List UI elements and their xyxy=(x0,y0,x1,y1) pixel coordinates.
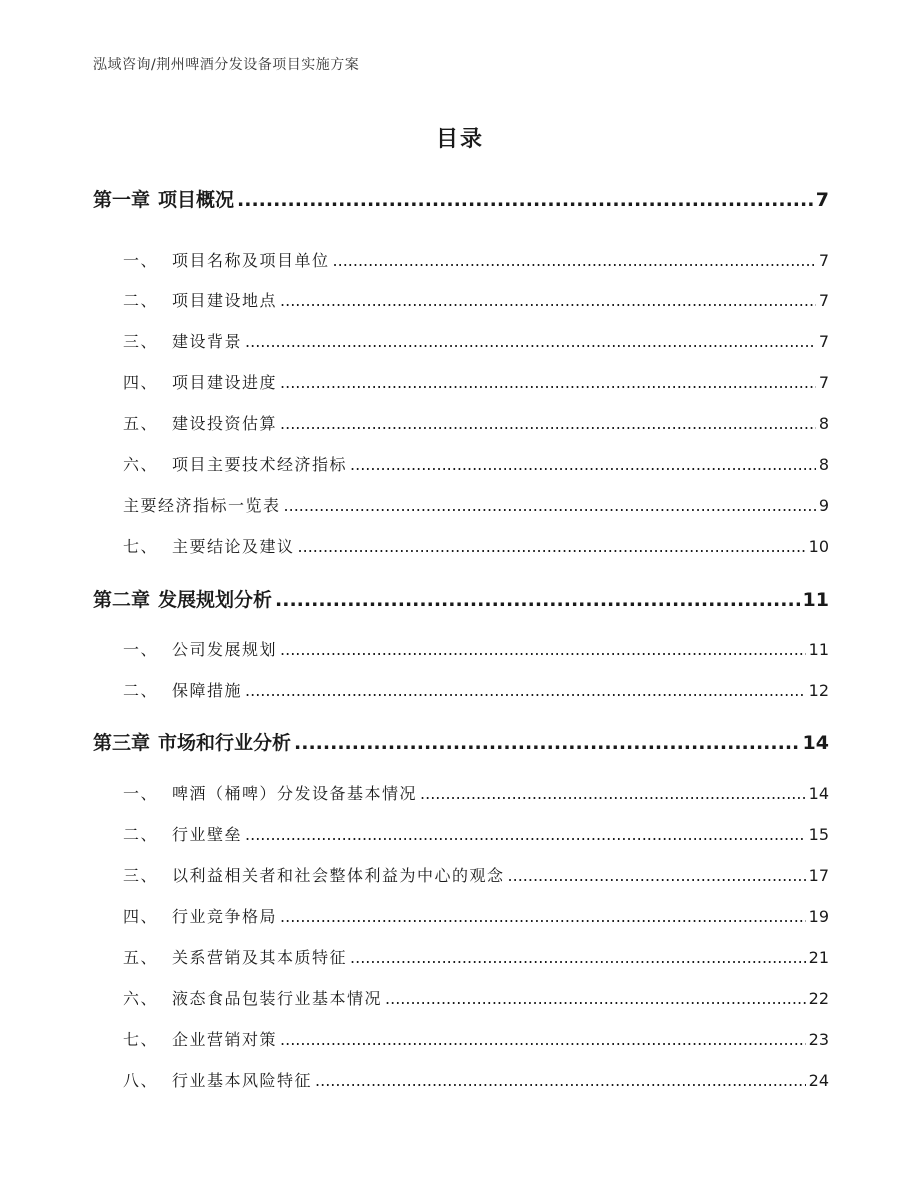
toc-number: 第三章 xyxy=(93,732,151,754)
toc-entry[interactable] xyxy=(123,411,829,434)
toc-number: 四、 xyxy=(123,373,159,392)
toc-page-number: 15 xyxy=(808,825,829,844)
toc-entry-title: 行业基本风险特征 xyxy=(172,1071,313,1090)
toc-entry[interactable] xyxy=(123,248,829,271)
toc-entry-title: 建设背景 xyxy=(172,332,243,351)
toc-number: 二、 xyxy=(123,681,159,700)
dot-leader xyxy=(385,989,806,1008)
toc-chapter-3[interactable] xyxy=(93,728,829,755)
toc-entry-title: 企业营销对策 xyxy=(172,1030,278,1049)
toc-page-number: 24 xyxy=(808,1071,829,1090)
dot-leader xyxy=(333,251,816,270)
toc-entry[interactable] xyxy=(123,678,829,701)
toc-number: 三、 xyxy=(123,332,159,351)
toc-entry[interactable] xyxy=(123,781,829,804)
toc-entry-title: 项目概况 xyxy=(158,189,235,211)
toc-number: 五、 xyxy=(123,948,159,967)
dot-leader xyxy=(315,1071,806,1090)
toc-entry-title: 行业壁垒 xyxy=(172,825,243,844)
toc-number: 一、 xyxy=(123,640,159,659)
dot-leader xyxy=(280,1030,806,1049)
toc-entry-title: 行业竞争格局 xyxy=(172,907,278,926)
toc-page-number: 11 xyxy=(808,640,829,659)
toc-entry[interactable] xyxy=(123,493,829,516)
toc-entry[interactable] xyxy=(123,1027,829,1050)
toc-entry-title: 主要经济指标一览表 xyxy=(123,496,281,515)
toc-entry-title: 公司发展规划 xyxy=(172,640,278,659)
toc-page-number: 7 xyxy=(818,373,829,392)
dot-leader xyxy=(245,681,806,700)
dot-leader xyxy=(508,866,806,885)
dot-leader xyxy=(420,784,806,803)
toc-number: 五、 xyxy=(123,414,159,433)
toc-number: 八、 xyxy=(123,1071,159,1090)
toc-entry[interactable] xyxy=(123,904,829,927)
toc-number: 七、 xyxy=(123,1030,159,1049)
toc-page-number: 7 xyxy=(818,332,829,351)
toc-number: 七、 xyxy=(123,537,159,556)
toc-entry-title: 建设投资估算 xyxy=(172,414,278,433)
toc-number: 第一章 xyxy=(93,189,151,211)
toc-page-number: 23 xyxy=(808,1030,829,1049)
toc-page-number: 11 xyxy=(802,589,829,611)
toc-entry-title: 关系营销及其本质特征 xyxy=(172,948,348,967)
toc-entry-title: 项目建设地点 xyxy=(172,291,278,310)
toc-page-number: 14 xyxy=(802,732,829,754)
dot-leader xyxy=(280,373,816,392)
toc-page-number: 7 xyxy=(815,189,829,211)
toc-chapter-1[interactable] xyxy=(93,185,829,212)
toc-entry-title: 项目建设进度 xyxy=(172,373,278,392)
toc-entry[interactable] xyxy=(123,288,829,311)
toc-entry[interactable] xyxy=(123,1068,829,1091)
toc-page-number: 19 xyxy=(808,907,829,926)
dot-leader xyxy=(284,496,816,515)
toc-entry[interactable] xyxy=(123,329,829,352)
toc-number: 二、 xyxy=(123,291,159,310)
toc-number: 六、 xyxy=(123,455,159,474)
toc-number: 六、 xyxy=(123,989,159,1008)
toc-page-number: 8 xyxy=(818,414,829,433)
toc-entry[interactable] xyxy=(123,863,829,886)
toc-entry-title: 市场和行业分析 xyxy=(158,732,292,754)
toc-entry-title: 项目主要技术经济指标 xyxy=(172,455,348,474)
toc-entry[interactable] xyxy=(123,637,829,660)
toc-page-number: 10 xyxy=(808,537,829,556)
toc-entry-title: 以利益相关者和社会整体利益为中心的观念 xyxy=(172,866,505,885)
toc-entry-title: 液态食品包装行业基本情况 xyxy=(172,989,383,1008)
toc-chapter-2[interactable] xyxy=(93,585,829,612)
dot-leader xyxy=(245,825,806,844)
toc-page-number: 12 xyxy=(808,681,829,700)
dot-leader xyxy=(280,414,816,433)
dot-leader xyxy=(350,948,806,967)
toc-page-number: 21 xyxy=(808,948,829,967)
toc-entry[interactable] xyxy=(123,945,829,968)
toc-entry[interactable] xyxy=(123,370,829,393)
toc-entry[interactable] xyxy=(123,986,829,1009)
toc-page-number: 7 xyxy=(818,291,829,310)
toc-number: 四、 xyxy=(123,907,159,926)
dot-leader xyxy=(280,291,816,310)
toc-title: 目录 xyxy=(435,127,484,152)
toc-page-number: 9 xyxy=(818,496,829,515)
dot-leader xyxy=(294,732,800,754)
toc-entry-title: 啤酒（桶啤）分发设备基本情况 xyxy=(172,784,418,803)
toc-entry-title: 项目名称及项目单位 xyxy=(172,251,330,270)
toc-entry-title: 发展规划分析 xyxy=(158,589,273,611)
dot-leader xyxy=(350,455,816,474)
toc-page-number: 22 xyxy=(808,989,829,1008)
toc-page-number: 7 xyxy=(818,251,829,270)
toc-number: 第二章 xyxy=(93,589,151,611)
toc-number: 一、 xyxy=(123,251,159,270)
toc-page-number: 8 xyxy=(818,455,829,474)
toc-entry[interactable] xyxy=(123,452,829,475)
toc-number: 二、 xyxy=(123,825,159,844)
toc-entry[interactable] xyxy=(123,822,829,845)
toc-number: 三、 xyxy=(123,866,159,885)
dot-leader xyxy=(237,189,813,211)
dot-leader xyxy=(275,589,800,611)
dot-leader xyxy=(298,537,806,556)
dot-leader xyxy=(280,640,806,659)
dot-leader xyxy=(245,332,816,351)
toc-number: 一、 xyxy=(123,784,159,803)
toc-page-number: 14 xyxy=(808,784,829,803)
toc-entry[interactable] xyxy=(123,534,829,557)
running-header: 泓域咨询/荆州啤酒分发设备项目实施方案 xyxy=(93,57,360,73)
toc-entry-title: 主要结论及建议 xyxy=(172,537,295,556)
dot-leader xyxy=(280,907,806,926)
toc-entry-title: 保障措施 xyxy=(172,681,243,700)
toc-page-number: 17 xyxy=(808,866,829,885)
